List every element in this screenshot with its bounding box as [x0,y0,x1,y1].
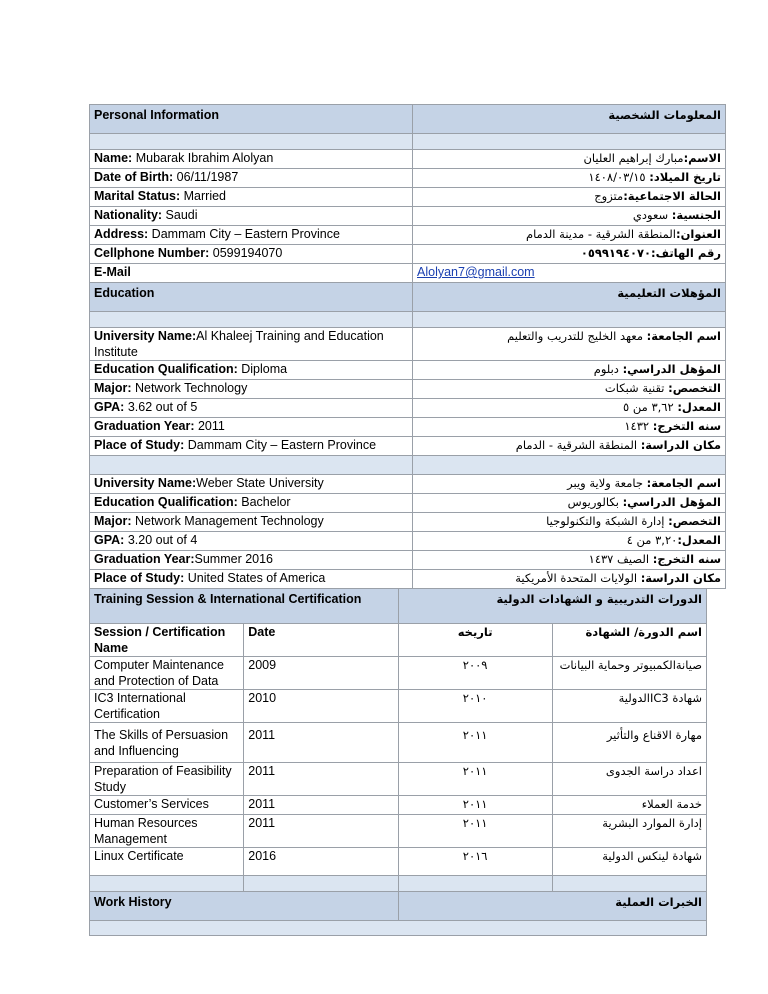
training-header-en: Training Session & International Certification [90,589,399,624]
edu2-gradyear-row [90,551,726,570]
session-name: Preparation of Feasibility Study [90,763,244,796]
edu2-place-label-ar: مكان الدراسة: [640,571,721,585]
education-header-row [90,283,726,312]
edu2-major-row [90,513,726,532]
session-date: 2010 [244,690,398,723]
session-name: The Skills of Persuasion and Influencing [90,723,244,763]
edu2-qualification-label: Education Qualification: [94,495,238,509]
session-date: 2011 [244,815,398,848]
session-date-ar: ٢٠٠٩ [398,657,552,690]
marital-row [90,188,726,207]
edu2-place-value-ar: الولايات المتحدة الأمريكية [515,571,638,585]
edu1-place-value-ar: المنطقة الشرقية - الدمام [515,438,638,452]
edu2-place-value: United States of America [187,571,326,585]
session-name-ar: اعداد دراسة الجدوى [552,763,706,796]
edu1-gradyear-label-ar: سنه التخرج: [652,419,721,433]
nationality-label-ar: الجنسية: [671,208,721,222]
work-header-en: Work History [90,892,399,921]
phone-value-ar: ٠٥٩٩١٩٤٠٧٠ [580,246,652,260]
edu2-place-row [90,570,726,589]
edu2-gradyear-value-ar: الصيف ١٤٣٧ [588,552,650,566]
address-ar [413,226,726,245]
name-ar [413,150,726,169]
edu2-qualification-value-ar: بكالوريوس [567,495,619,509]
edu2-university-en [90,475,413,494]
training-table [89,588,707,936]
edu1-major-ar [413,380,726,399]
session-date-ar: ٢٠١١ [398,723,552,763]
edu1-gpa-ar [413,399,726,418]
edu2-qualification-label-ar: المؤهل الدراسي: [622,495,721,509]
dob-label-ar: تاريخ الميلاد: [649,170,721,184]
dob-value: 06/11/1987 [176,170,239,184]
dob-label: Date of Birth: [94,170,174,184]
edu1-qualification-label: Education Qualification: [94,362,238,376]
work-header-ar: الخبرات العملية [398,892,707,921]
edu1-gradyear-label: Graduation Year: [94,419,195,433]
spacer-row [90,876,707,892]
edu2-qualification-value: Bachelor [241,495,291,509]
marital-value-ar: متزوج [594,189,624,203]
edu2-qualification-en [90,494,413,513]
edu2-gpa-ar [413,532,726,551]
edu1-major-en [90,380,413,399]
address-label-ar: العنوان: [675,227,721,241]
address-value: Dammam City – Eastern Province [151,227,340,241]
training-columns-row [90,624,707,657]
session-date: 2011 [244,723,398,763]
session-date: 2016 [244,848,398,876]
session-date-ar: ٢٠١١ [398,763,552,796]
edu2-place-label: Place of Study: [94,571,185,585]
cv-document [89,104,721,936]
name-label: Name: [94,151,133,165]
edu1-university-ar [413,328,726,361]
name-label-ar: الاسم: [683,151,721,165]
edu1-qualification-row [90,361,726,380]
phone-en [90,245,413,264]
nationality-ar [413,207,726,226]
edu1-place-label: Place of Study: [94,438,185,452]
edu1-university-value-ar: معهد الخليج للتدريب والتعليم [507,329,644,343]
marital-ar [413,188,726,207]
edu1-gpa-row [90,399,726,418]
edu2-gradyear-label-ar: سنه التخرج: [652,552,721,566]
edu1-place-label-ar: مكان الدراسة: [640,438,721,452]
edu2-qualification-row [90,494,726,513]
edu2-gradyear-en [90,551,413,570]
nationality-label: Nationality: [94,208,163,222]
dob-row [90,169,726,188]
personal-header-en: Personal Information [90,105,413,134]
edu1-qualification-en [90,361,413,380]
edu2-qualification-ar [413,494,726,513]
edu1-university-label: University Name: [94,329,197,343]
edu2-gpa-label: GPA: [94,533,125,547]
edu2-major-label: Major: [94,514,132,528]
spacer-row [90,456,726,475]
edu1-gradyear-value: 2011 [197,419,225,433]
edu1-qualification-value-ar: دبلوم [593,362,619,376]
work-header-row [90,892,707,921]
edu2-gpa-value-ar: ٣,٢٠ من ٤ [626,533,678,547]
edu2-university-value-ar: جامعة ولاية ويبر [567,476,644,490]
edu1-gpa-value: 3.62 out of 5 [127,400,198,414]
edu2-major-en [90,513,413,532]
edu2-major-value: Network Management Technology [134,514,324,528]
address-en [90,226,413,245]
edu2-place-ar [413,570,726,589]
session-date: 2011 [244,796,398,815]
session-name: IC3 International Certification [90,690,244,723]
col-date: Date [244,624,398,657]
personal-education-table [89,104,726,589]
table-row [90,815,707,848]
edu1-place-en [90,437,413,456]
edu2-university-label: University Name: [94,476,197,490]
session-date: 2009 [244,657,398,690]
nationality-value-ar: سعودي [632,208,669,222]
education-header-ar: المؤهلات التعليمية [413,283,726,312]
address-row [90,226,726,245]
edu2-university-ar [413,475,726,494]
training-header-row [90,589,707,624]
edu1-gradyear-value-ar: ١٤٣٢ [624,419,650,433]
spacer-row [90,312,726,328]
edu2-gpa-row [90,532,726,551]
marital-en [90,188,413,207]
session-date-ar: ٢٠١١ [398,796,552,815]
nationality-en [90,207,413,226]
education-header-en: Education [90,283,413,312]
dob-value-ar: ١٤٠٨/٠٣/١٥ [588,170,646,184]
phone-value: 0599194070 [212,246,283,260]
session-name: Computer Maintenance and Protection of Data [90,657,244,690]
session-date: 2011 [244,763,398,796]
session-name-ar: شهادة لينكس الدولية [552,848,706,876]
marital-value: Married [183,189,226,203]
personal-header-row [90,105,726,134]
session-name-ar: خدمة العملاء [552,796,706,815]
edu1-place-row [90,437,726,456]
edu1-place-value: Dammam City – Eastern Province [187,438,377,452]
address-label: Address: [94,227,149,241]
email-cell [413,264,726,283]
edu1-gradyear-en [90,418,413,437]
email-label: E-Mail [90,264,413,283]
table-row [90,796,707,815]
email-link[interactable]: Alolyan7@gmail.com [417,265,535,279]
col-session-name-ar: اسم الدورة/ الشهادة [552,624,706,657]
session-date-ar: ٢٠١١ [398,815,552,848]
edu2-university-row [90,475,726,494]
dob-ar [413,169,726,188]
table-row [90,723,707,763]
edu2-major-ar [413,513,726,532]
edu1-university-row [90,328,726,361]
table-row [90,848,707,876]
edu1-gpa-label: GPA: [94,400,125,414]
session-date-ar: ٢٠١٠ [398,690,552,723]
edu1-gradyear-ar [413,418,726,437]
edu1-qualification-label-ar: المؤهل الدراسي: [622,362,721,376]
phone-label-ar: رقم الهاتف: [651,246,721,260]
col-date-ar: تاريخه [398,624,552,657]
session-name: Linux Certificate [90,848,244,876]
edu1-gpa-label-ar: المعدل: [677,400,721,414]
session-name-ar: إدارة الموارد البشرية [552,815,706,848]
name-value: Mubarak Ibrahim Alolyan [135,151,274,165]
edu1-major-value-ar: تقنية شبكات [604,381,665,395]
session-date-ar: ٢٠١٦ [398,848,552,876]
session-name: Human Resources Management [90,815,244,848]
edu2-major-value-ar: إدارة الشبكة والتكنولوجيا [546,514,665,528]
edu2-place-en [90,570,413,589]
edu1-university-value: Al Khaleej Training and Education Institute [94,329,384,359]
session-name: Customer’s Services [90,796,244,815]
marital-label: Marital Status: [94,189,181,203]
edu1-major-label: Major: [94,381,132,395]
marital-label-ar: الحالة الاجتماعية: [623,189,721,203]
edu1-gradyear-row [90,418,726,437]
phone-row [90,245,726,264]
edu2-gpa-en [90,532,413,551]
name-row [90,150,726,169]
edu2-university-label-ar: اسم الجامعة: [646,476,721,490]
edu2-major-label-ar: التخصص: [668,514,721,528]
edu1-major-value: Network Technology [134,381,248,395]
training-header-ar: الدورات التدريبية و الشهادات الدولية [398,589,707,624]
spacer-row [90,134,726,150]
edu1-qualification-ar [413,361,726,380]
table-row [90,657,707,690]
edu1-university-en [90,328,413,361]
table-row [90,763,707,796]
personal-header-ar: المعلومات الشخصية [413,105,726,134]
phone-label: Cellphone Number: [94,246,210,260]
dob-en [90,169,413,188]
email-row [90,264,726,283]
spacer-row [90,921,707,936]
table-row [90,690,707,723]
phone-ar [413,245,726,264]
edu1-major-label-ar: التخصص: [668,381,721,395]
edu2-university-value: Weber State University [196,476,324,490]
edu2-gpa-value: 3.20 out of 4 [127,533,198,547]
nationality-row [90,207,726,226]
edu2-gradyear-ar [413,551,726,570]
edu1-gpa-value-ar: ٣,٦٢ من ٥ [623,400,674,414]
edu1-gpa-en [90,399,413,418]
edu2-gradyear-value: Summer 2016 [194,552,274,566]
nationality-value: Saudi [165,208,198,222]
edu1-qualification-value: Diploma [241,362,288,376]
session-name-ar: مهارة الاقناع والتأثير [552,723,706,763]
session-name-ar: شهادة IC3الدولية [552,690,706,723]
edu1-university-label-ar: اسم الجامعة: [646,329,721,343]
edu1-major-row [90,380,726,399]
edu1-place-ar [413,437,726,456]
edu2-gradyear-label: Graduation Year: [94,552,195,566]
address-value-ar: المنطقة الشرقية - مدينة الدمام [525,227,676,241]
col-session-name: Session / Certification Name [90,624,244,657]
name-value-ar: مبارك إبراهيم العليان [583,151,684,165]
edu2-gpa-label-ar: المعدل: [677,533,721,547]
name-en [90,150,413,169]
session-name-ar: صيانةالكمبيوتر وحماية البيانات [552,657,706,690]
